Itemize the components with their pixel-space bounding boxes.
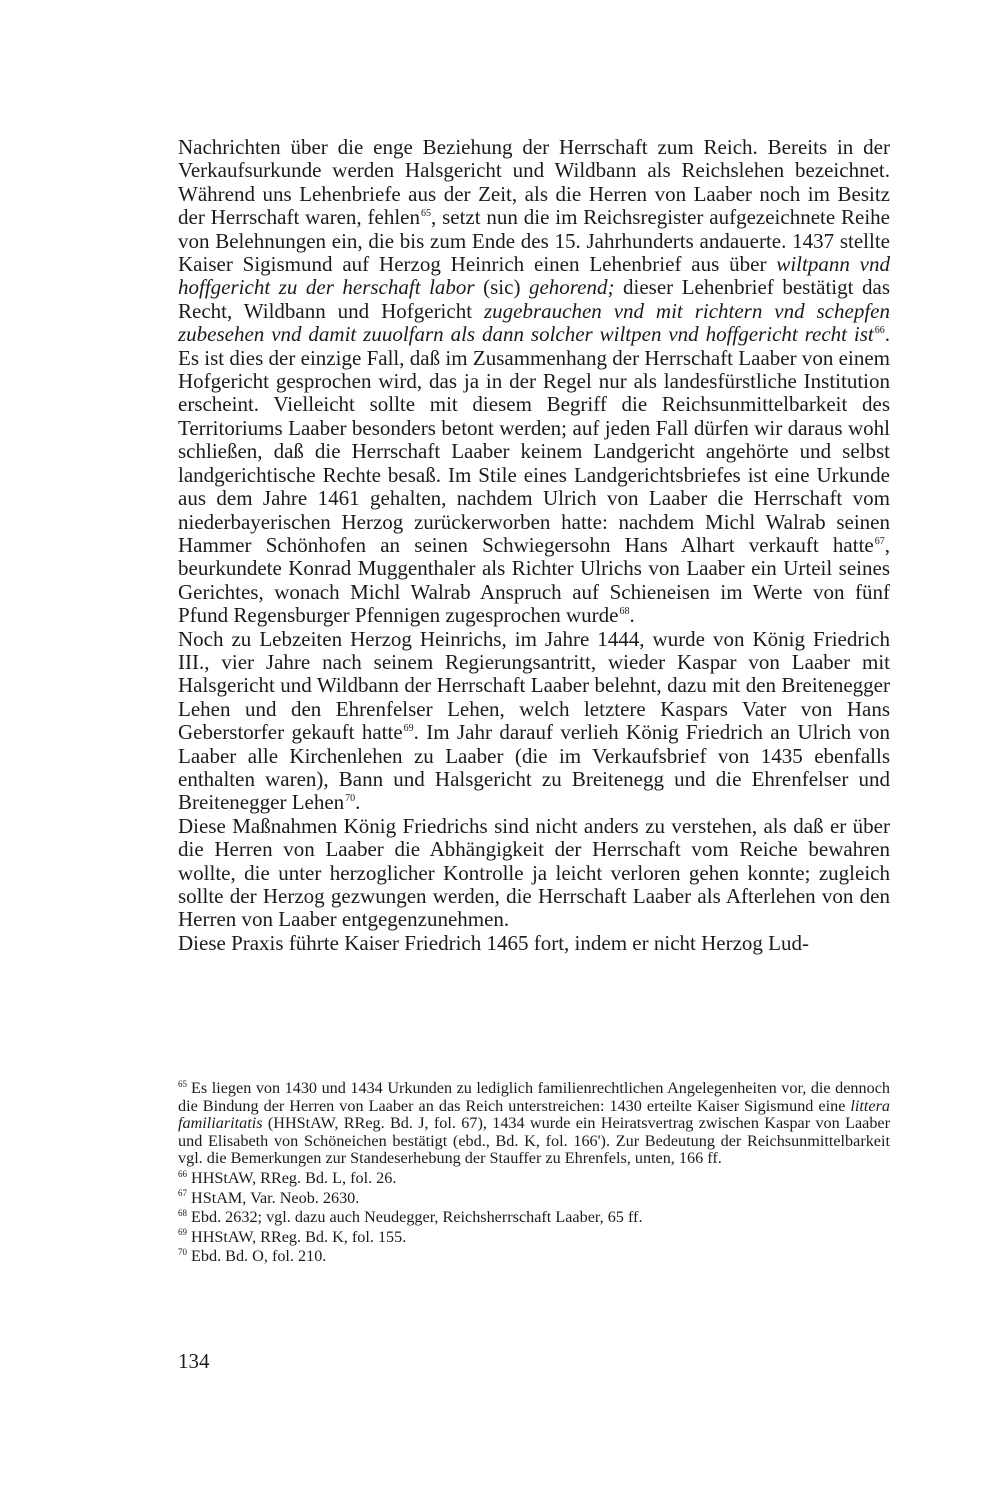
footnote-number: 67 <box>178 1188 187 1199</box>
footnote-number: 65 <box>178 1078 187 1089</box>
paragraph <box>178 815 890 932</box>
text-run: Diese Maßnahmen König Friedrichs sind nicht anders zu verstehen, als daß er über die Herren von Laaber die Abhängigkeit der Herrschaft vom Reiche bewahren wollte, die unter herzoglicher Kontrolle ja leicht verloren gehen konnte; zugleich sollte der Herzog gezwungen werden, die Herrschaft Laaber als Afterlehen von den Herren von Laaber entgegenzunehmen. <box>178 813 890 932</box>
footnote-number: 68 <box>178 1207 187 1218</box>
text-run: Ebd. 2632; vgl. dazu auch Neudegger, Reichsherrschaft Laaber, 65 ff. <box>191 1208 643 1227</box>
text-run: HStAM, Var. Neob. 2630. <box>191 1188 360 1207</box>
page-number: 134 <box>178 1349 210 1373</box>
paragraph <box>178 628 890 815</box>
text-run: Nachrichten über die enge Beziehung der Herrschaft zum Reich. Bereits in der Verkaufsurkunde werden Halsgericht und Wildbann als Reichslehen bezeichnet. Während uns Lehenbriefe aus der Zeit, als die Herren von Laaber noch im Besitz der Herrschaft waren, fehlen <box>178 135 890 230</box>
text-run: Noch zu Lebzeiten Herzog Heinrichs, im Jahre 1444, wurde von König Friedrich III., vier Jahre nach seinem Regierungsantritt, wieder Kaspar von Laaber mit Halsgericht und Wildbann der Herrschaft Laaber belehnt, dazu mit den Breitenegger Lehen und den Ehrenfelser Lehen, welch letztere Kaspars Vater von Hans Geberstorfer gekauft hatte <box>178 626 890 745</box>
footnote-number: 69 <box>178 1227 187 1238</box>
main-text <box>178 136 890 955</box>
footnote-number: 66 <box>178 1168 187 1179</box>
text-run: HHStAW, RReg. Bd. L, fol. 26. <box>191 1168 397 1187</box>
footnote-number: 70 <box>178 1246 187 1257</box>
footnote-reference: 68 <box>619 606 630 618</box>
footnote <box>178 1080 890 1168</box>
italic-quotation: gehorend; <box>528 275 615 300</box>
text-run: Ebd. Bd. O, fol. 210. <box>191 1247 327 1266</box>
footnote <box>178 1170 890 1188</box>
text-run: . <box>355 790 361 815</box>
footnote <box>178 1248 890 1266</box>
text-run: HHStAW, RReg. Bd. K, fol. 155. <box>191 1227 407 1246</box>
text-run: (sic) <box>474 275 529 300</box>
footnote <box>178 1229 890 1247</box>
paragraph <box>178 136 890 628</box>
footnote-reference: 66 <box>874 325 885 337</box>
footnote-reference: 70 <box>345 793 356 805</box>
footnote <box>178 1190 890 1208</box>
text-run: dieser Lehenbrief bestätigt das Recht, Wildbann und Hofgericht <box>178 275 890 323</box>
footnote-reference: 67 <box>874 535 885 547</box>
paragraph <box>178 932 890 955</box>
text-run: . Im Jahr darauf verlieh König Friedrich an Ulrich von Laaber alle Kirchenlehen zu Laaber (die im Verkaufsbrief von 1435 ebenfalls enthalten waren), Bann und Halsgericht zu Breitenegg und die Ehrenfelser und Breitenegger Lehen <box>178 720 890 815</box>
text-run: Diese Praxis führte Kaiser Friedrich 1465 fort, indem er nicht Herzog Lud- <box>178 930 809 955</box>
footnote-reference: 69 <box>403 723 414 735</box>
footnote <box>178 1209 890 1227</box>
italic-quotation: wiltpann vnd hoffgericht zu der herschaft labor <box>178 252 890 300</box>
italic-quotation: zugebrauchen vnd mit richtern vnd schepfen zubesehen vnd damit zuuolfarn als dann solcher wiltpen vnd hoffgericht recht ist <box>178 298 890 347</box>
text-run: . Es ist dies der einzige Fall, daß im Zusammenhang der Herrschaft Laaber von einem Hofgericht gesprochen wird, das ja in der Regel nur als landesfürstliche Institution erscheint. Vielleicht sollte mit diesem Begriff die Reichsunmittelbarkeit des Territoriums Laaber besonders betont werden; auf jeden Fall dürfen wir daraus wohl schließen, daß die Herrschaft Laaber keinem Landgericht angehörte und selbst landgerichtische Rechte besaß. Im Stile eines Landgerichtsbriefes ist eine Urkunde aus dem Jahre 1461 gehalten, nachdem Ulrich von Laaber die Herrschaft vom niederbayerischen Herzog zurückerworben hatte: nachdem Michl Walrab seinen Hammer Schönhofen an seinen Schwiegersohn Hans Alhart verkauft hatte <box>178 322 890 557</box>
text-run: . <box>629 603 635 628</box>
text-run: Es liegen von 1430 und 1434 Urkunden zu lediglich familienrechtlichen Angelegenheiten vor, die dennoch die Bindung der Herren von Laaber an das Reich unterstreichen: 1430 erteilte Kaiser Sigismund eine <box>178 1079 890 1115</box>
footnote-reference: 65 <box>421 208 431 220</box>
italic-quotation: littera familiaritatis <box>178 1096 890 1133</box>
text-run: , beurkundete Konrad Muggenthaler als Richter Ulrichs von Laaber ein Urteil seines Gerichtes, wonach Michl Walrab Anspruch auf Schieneisen im Werte von fünf Pfund Regensburger Pfennigen zugesprochen wurde <box>178 532 890 628</box>
text-run: (HHStAW, RReg. Bd. J, fol. 67), 1434 wurde ein Heiratsvertrag zwischen Kaspar von Laaber und Elisabeth von Schöneichen bestätigt (ebd., Bd. K, fol. 166'). Zur Bedeutung der Reichsunmittelbarkeit vgl. die Bemerkungen zur Standeserhebung der Stauffer zu Ehrenfels, unten, 166 ff. <box>178 1114 890 1168</box>
text-run: , setzt nun die im Reichsregister aufgezeichnete Reihe von Belehnungen ein, die bis zum Ende des 15. Jahrhunderts andauerte. 1437 stellte Kaiser Sigismund auf Herzog Heinrich einen Lehenbrief aus über <box>178 205 891 277</box>
footnotes <box>178 1080 890 1268</box>
